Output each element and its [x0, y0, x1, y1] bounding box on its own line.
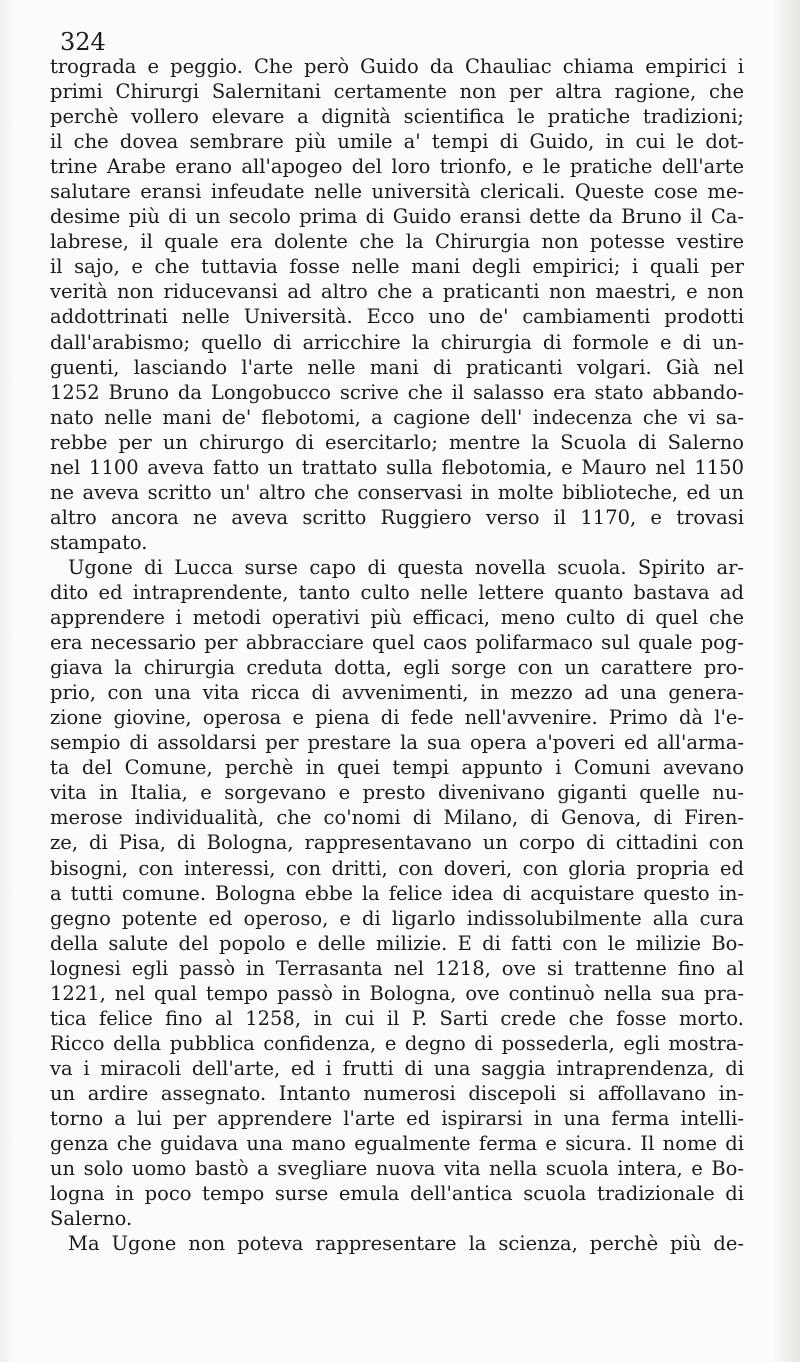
text-line: apprendere i metodi operativi più efficaci, meno culto di quel che — [50, 606, 744, 630]
text-line: ze, di Pisa, di Bologna, rappresentavano un corpo di cittadini con — [50, 831, 744, 855]
text-line: desime più di un secolo prima di Guido eransi dette da Bruno il Ca- — [50, 205, 744, 229]
text-line: prio, con una vita ricca di avvenimenti, in mezzo ad una genera- — [50, 681, 744, 705]
text-line: dall'arabismo; quello di arricchire la chirurgia di formole e di un- — [50, 330, 744, 354]
text-line: un ardire assegnato. Intanto numerosi discepoli si affollavano in- — [50, 1081, 744, 1105]
text-line: lognesi egli passò in Terrasanta nel 1218, ove si trattenne fino al — [50, 956, 744, 980]
page-edge-shadow — [0, 0, 14, 1362]
text-line: guenti, lasciando l'arte nelle mani di praticanti volgari. Già nel — [50, 355, 744, 379]
text-line: nel 1100 aveva fatto un trattato sulla flebotomia, e Mauro nel 1150 — [50, 455, 744, 479]
text-line: gegno potente ed operoso, e di ligarlo indissolubilmente alla cura — [50, 906, 744, 930]
text-line: trograda e peggio. Che però Guido da Chauliac chiama empirici i — [50, 55, 744, 78]
text-line: trine Arabe erano all'apogeo del loro trionfo, e le pratiche dell'arte — [50, 155, 744, 179]
text-line: a tutti comune. Bologna ebbe la felice idea di acquistare questo in- — [50, 881, 744, 905]
text-line: bisogni, con interessi, con dritti, con doveri, con gloria propria ed — [50, 856, 744, 880]
text-line: stampato. — [50, 530, 148, 554]
text-line: primi Chirurgi Salernitani certamente non per altra ragione, che — [50, 80, 744, 104]
text-line: rebbe per un chirurgo di esercitarlo; mentre la Scuola di Salerno — [50, 430, 744, 454]
text-line: giava la chirurgia creduta dotta, egli sorge con un carattere pro- — [50, 656, 744, 680]
text-line: vita in Italia, e sorgevano e presto divenivano giganti quelle nu- — [50, 781, 744, 805]
text-line: 1252 Bruno da Longobucco scrive che il salasso era stato abbando- — [50, 380, 744, 404]
text-line: altro ancora ne aveva scritto Ruggiero verso il 1170, e trovasi — [50, 505, 744, 529]
text-line: della salute del popolo e delle milizie. E di fatti con le milizie Bo- — [50, 931, 744, 955]
text-line: era necessario per abbracciare quel caos polifarmaco sul quale pog- — [50, 631, 744, 655]
text-line: dito ed intraprendente, tanto culto nelle lettere quanto bastava ad — [50, 580, 744, 604]
text-line: labrese, il quale era dolente che la Chirurgia non potesse vestire — [50, 230, 744, 254]
text-line: perchè vollero elevare a dignità scientifica le pratiche tradizioni; — [50, 105, 744, 129]
text-line: il che dovea sembrare più umile a' tempi di Guido, in cui le dot- — [50, 130, 744, 154]
text-line: merose individualità, che co'nomi di Milano, di Genova, di Firen- — [50, 806, 744, 830]
text-line: torno a lui per apprendere l'arte ed ispirarsi in una ferma intelli- — [50, 1106, 744, 1130]
text-line: Ricco della pubblica confidenza, e degno di possederla, egli mostra- — [50, 1031, 744, 1055]
text-line: nato nelle mani de' flebotomi, a cagione dell' indecenza che vi sa- — [50, 405, 744, 429]
text-line: genza che guidava una mano egualmente ferma e sicura. Il nome di — [50, 1132, 744, 1156]
text-line: verità non riducevansi ad altro che a praticanti non maestri, e non — [50, 280, 744, 304]
text-line: Ugone di Lucca surse capo di questa novella scuola. Spirito ar- — [68, 555, 744, 579]
text-line: Ma Ugone non poteva rappresentare la scienza, perchè più de- — [68, 1232, 744, 1256]
text-line: tica felice fino al 1258, in cui il P. Sarti crede che fosse morto. — [50, 1006, 744, 1030]
text-line: addottrinati nelle Università. Ecco uno de' cambiamenti prodotti — [50, 305, 744, 329]
text-line: Salerno. — [50, 1207, 133, 1231]
page-number: 324 — [60, 28, 106, 56]
text-line: salutare eransi infeudate nelle università clericali. Queste cose me- — [50, 180, 744, 204]
text-line: sempio di assoldarsi per prestare la sua opera a'poveri ed all'arma- — [50, 731, 744, 755]
text-line: 1221, nel qual tempo passò in Bologna, ove continuò nella sua pra- — [50, 981, 744, 1005]
body-text — [50, 54, 744, 1256]
text-line: il sajo, e che tuttavia fosse nelle mani degli empirici; i quali per — [50, 255, 744, 279]
text-line: zione giovine, operosa e piena di fede nell'avvenire. Primo dà l'e- — [50, 706, 744, 730]
text-line: ne aveva scritto un' altro che conservasi in molte biblioteche, ed un — [50, 480, 744, 504]
text-line: logna in poco tempo surse emula dell'antica scuola tradizionale di — [50, 1182, 744, 1206]
text-line: un solo uomo bastò a svegliare nuova vita nella scuola intera, e Bo- — [50, 1157, 744, 1181]
text-line: va i miracoli dell'arte, ed i frutti di una saggia intraprendenza, di — [50, 1056, 744, 1080]
text-line: ta del Comune, perchè in quei tempi appunto i Comuni avevano — [50, 756, 744, 780]
page-fold-shadow — [772, 0, 800, 1362]
